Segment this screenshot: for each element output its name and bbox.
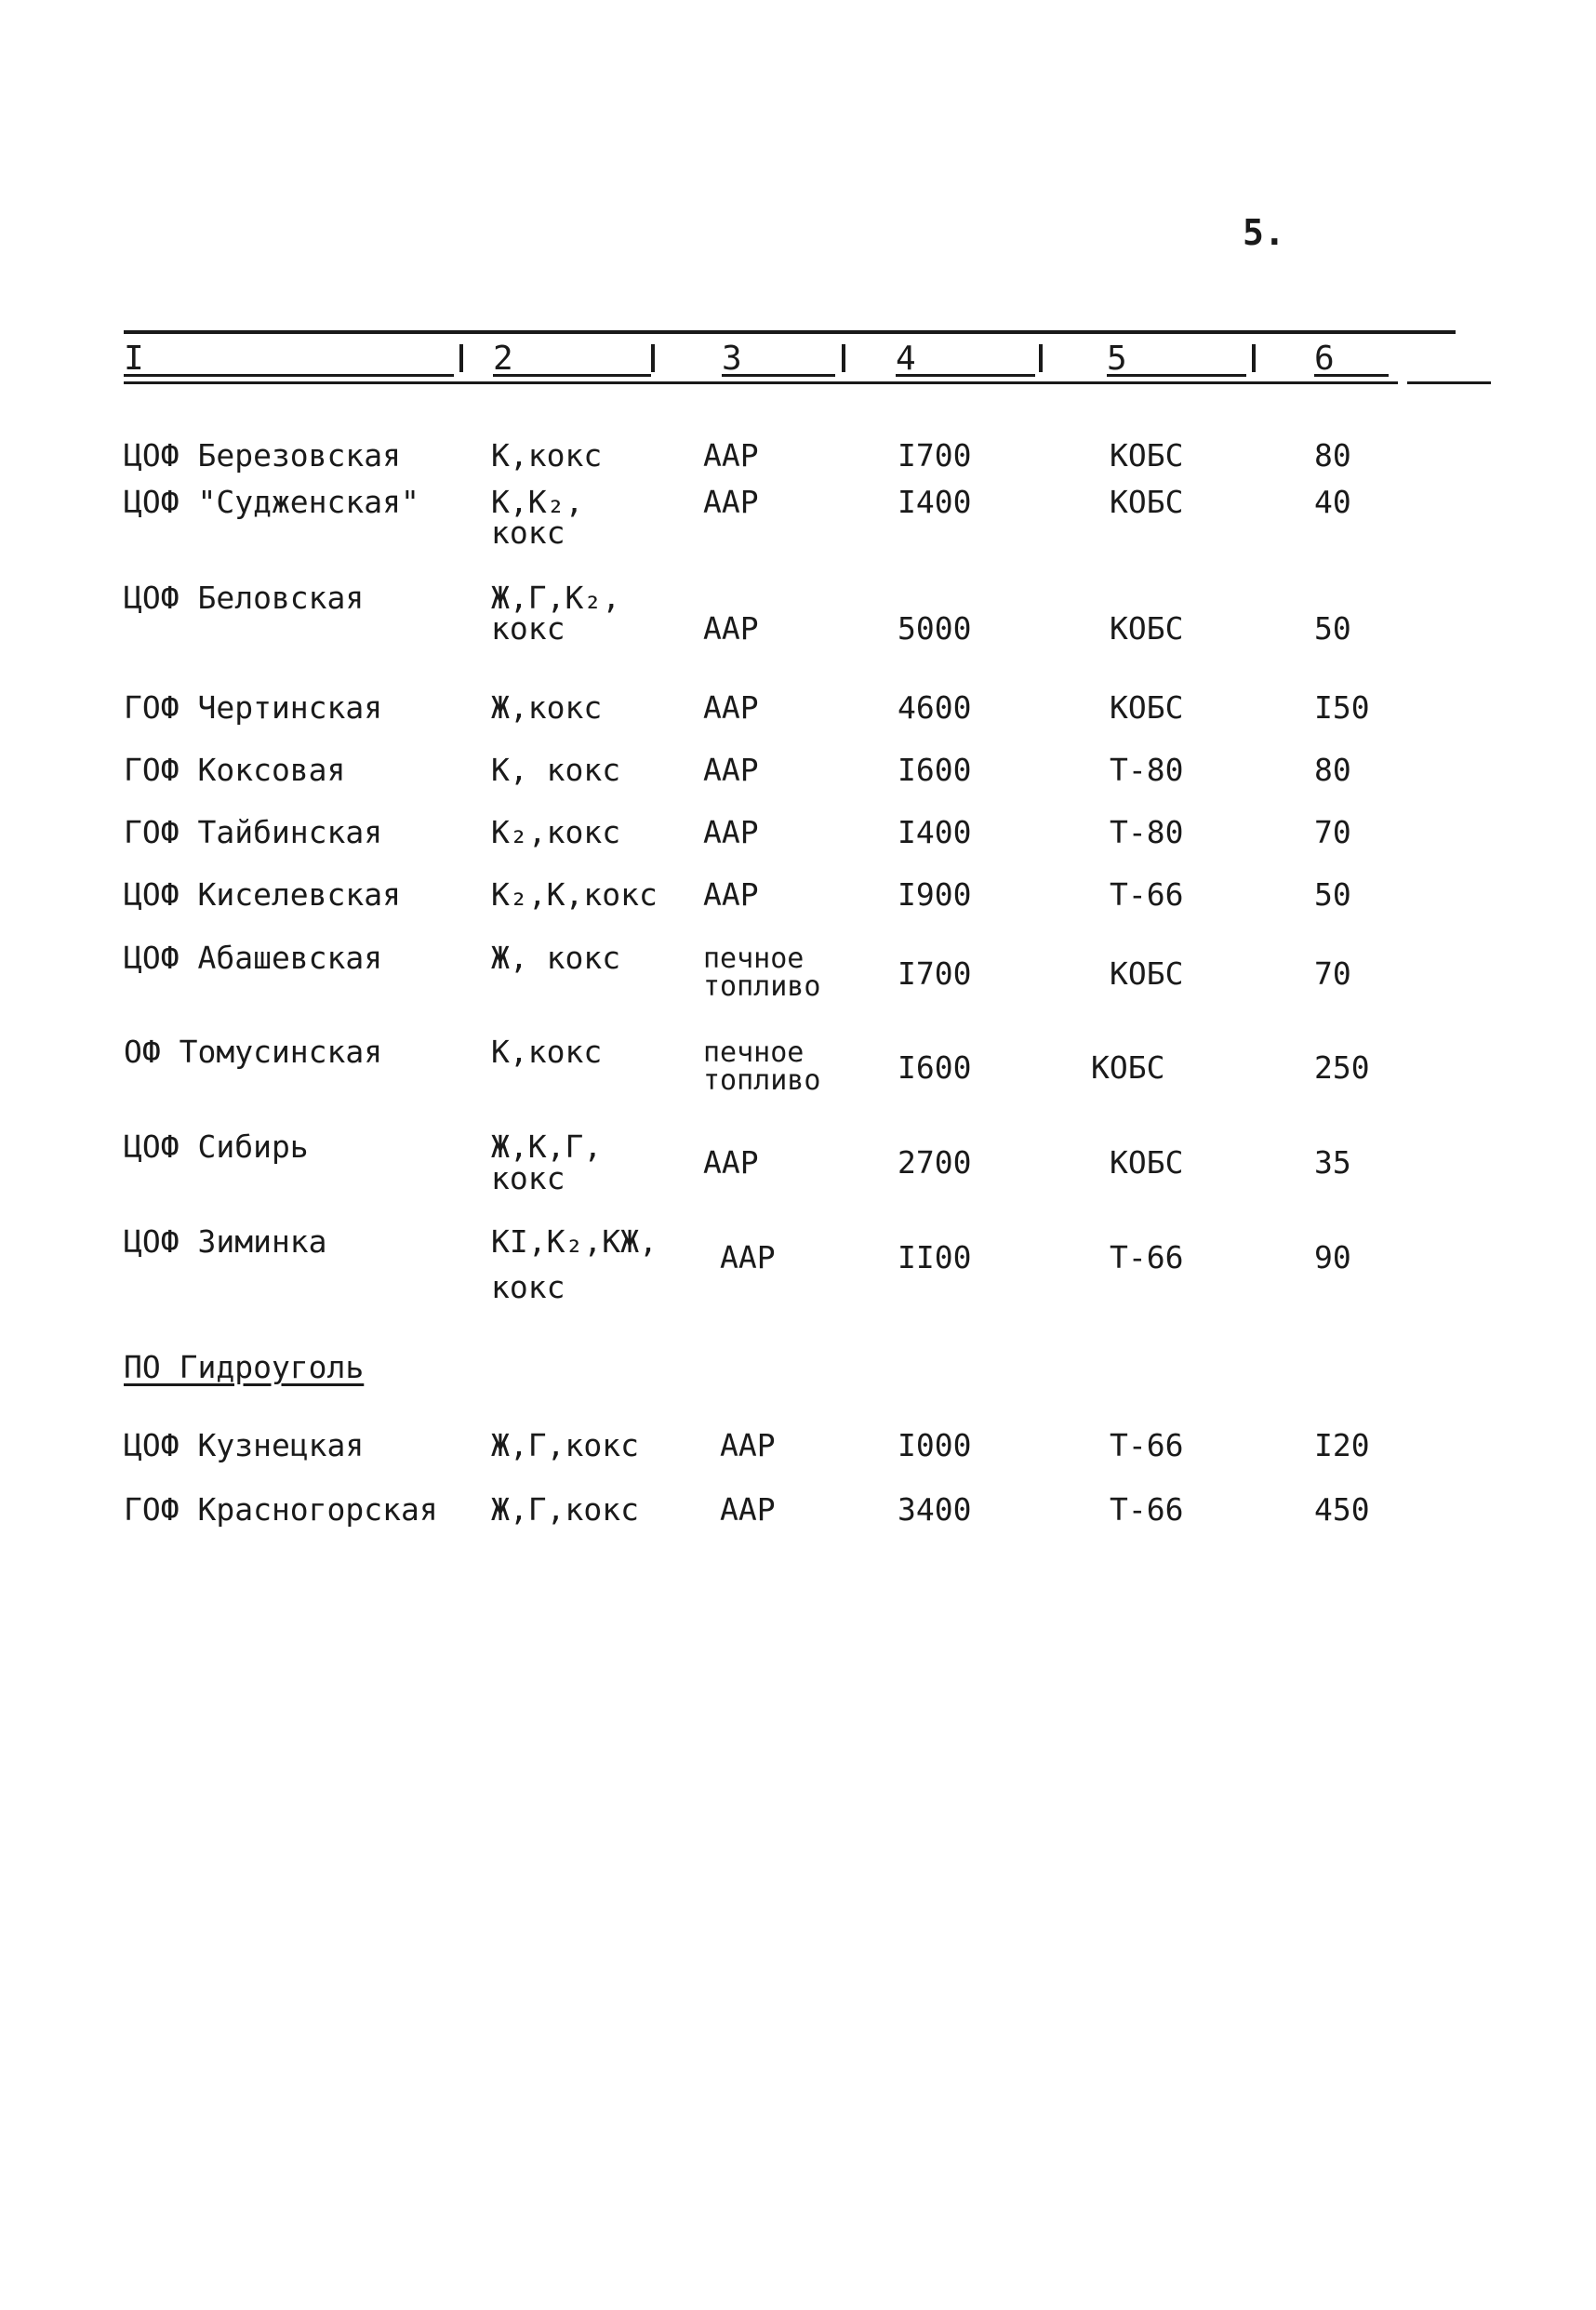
filter-type: КОБС: [1110, 955, 1184, 992]
column-header-1: I: [124, 340, 454, 377]
filter-type: Т-66: [1110, 1491, 1184, 1528]
column-separator: [1039, 344, 1043, 372]
filter-type: КОБС: [1091, 1049, 1165, 1086]
coal-grade: Ж,К,Г,: [491, 1128, 603, 1165]
coal-grade: КI,К₂,КЖ,: [491, 1223, 658, 1260]
coal-grade: К₂,К,кокс: [491, 876, 658, 913]
reagent: ААР: [703, 484, 759, 520]
plant-name: ЦОФ Абашевская: [124, 940, 383, 976]
column-header-6: 6: [1314, 340, 1389, 377]
coal-grade-cont: кокс: [491, 1160, 565, 1196]
column-separator: [842, 344, 845, 372]
filter-type: КОБС: [1110, 610, 1184, 647]
reagent: ААР: [703, 1144, 759, 1181]
filter-type: Т-66: [1110, 1427, 1184, 1463]
value: 90: [1314, 1239, 1351, 1275]
plant-name: ЦОФ "Судженская": [124, 484, 419, 520]
capacity: I900: [898, 876, 972, 913]
value: I50: [1314, 689, 1370, 726]
column-header-2: 2: [493, 340, 651, 377]
filter-type: Т-66: [1110, 1239, 1184, 1275]
reagent: ААР: [720, 1239, 776, 1275]
coal-grade: К,К₂,: [491, 484, 584, 520]
filter-type: Т-80: [1110, 752, 1184, 788]
value: 250: [1314, 1049, 1370, 1086]
coal-grade: Ж,Г,К₂,: [491, 580, 621, 616]
reagent: ААР: [703, 752, 759, 788]
capacity: I000: [898, 1427, 972, 1463]
capacity: 3400: [898, 1491, 972, 1528]
capacity: II00: [898, 1239, 972, 1275]
reagent-cont: топливо: [703, 1064, 821, 1097]
table-top-rule: [124, 330, 1456, 334]
coal-grade: Ж,Г,кокс: [491, 1427, 639, 1463]
reagent: ААР: [703, 814, 759, 850]
coal-grade-cont: кокс: [491, 514, 565, 551]
coal-grade: Ж,Г,кокс: [491, 1491, 639, 1528]
capacity: I400: [898, 484, 972, 520]
coal-grade: Ж,кокс: [491, 689, 603, 726]
value: 80: [1314, 752, 1351, 788]
coal-grade: К₂,кокс: [491, 814, 621, 850]
reagent: ААР: [703, 437, 759, 474]
value: 70: [1314, 955, 1351, 992]
plant-name: ГОФ Красногорская: [124, 1491, 438, 1528]
filter-type: Т-80: [1110, 814, 1184, 850]
plant-name: ГОФ Чертинская: [124, 689, 383, 726]
section-title: ПО Гидроуголь: [124, 1349, 365, 1385]
reagent-cont: топливо: [703, 970, 821, 1003]
column-separator: [459, 344, 463, 372]
plant-name: ЦОФ Сибирь: [124, 1128, 309, 1165]
coal-grade: Ж, кокс: [491, 940, 621, 976]
capacity: 4600: [898, 689, 972, 726]
coal-grade: К,кокс: [491, 437, 603, 474]
coal-grade-cont: кокс: [491, 610, 565, 647]
column-header-5: 5: [1107, 340, 1246, 377]
filter-type: КОБС: [1110, 484, 1184, 520]
reagent: ААР: [720, 1427, 776, 1463]
capacity: I600: [898, 752, 972, 788]
capacity: 5000: [898, 610, 972, 647]
value: 80: [1314, 437, 1351, 474]
table-header-rule-tail: [1407, 381, 1491, 384]
filter-type: КОБС: [1110, 689, 1184, 726]
filter-type: КОБС: [1110, 437, 1184, 474]
capacity: I700: [898, 437, 972, 474]
plant-name: ГОФ Коксовая: [124, 752, 346, 788]
filter-type: Т-66: [1110, 876, 1184, 913]
coal-grade-cont: кокс: [491, 1269, 565, 1305]
plant-name: ЦОФ Кузнецкая: [124, 1427, 365, 1463]
capacity: 2700: [898, 1144, 972, 1181]
plant-name: ОФ Томусинская: [124, 1034, 383, 1070]
coal-grade: К, кокс: [491, 752, 621, 788]
column-separator: [1252, 344, 1256, 372]
capacity: I700: [898, 955, 972, 992]
reagent: ААР: [703, 876, 759, 913]
reagent: печное: [703, 942, 805, 975]
reagent: ААР: [720, 1491, 776, 1528]
value: 450: [1314, 1491, 1370, 1528]
page-number: 5.: [1243, 212, 1285, 253]
column-header-4: 4: [896, 340, 1035, 377]
plant-name: ЦОФ Киселевская: [124, 876, 402, 913]
value: 70: [1314, 814, 1351, 850]
reagent: ААР: [703, 610, 759, 647]
value: 40: [1314, 484, 1351, 520]
column-separator: [651, 344, 655, 372]
plant-name: ЦОФ Березовская: [124, 437, 402, 474]
plant-name: ГОФ Тайбинская: [124, 814, 383, 850]
filter-type: КОБС: [1110, 1144, 1184, 1181]
reagent: печное: [703, 1036, 805, 1069]
reagent: ААР: [703, 689, 759, 726]
coal-grade: К,кокс: [491, 1034, 603, 1070]
column-header-3: 3: [722, 340, 835, 377]
value: I20: [1314, 1427, 1370, 1463]
value: 50: [1314, 610, 1351, 647]
value: 50: [1314, 876, 1351, 913]
plant-name: ЦОФ Беловская: [124, 580, 365, 616]
plant-name: ЦОФ Зиминка: [124, 1223, 327, 1260]
capacity: I600: [898, 1049, 972, 1086]
value: 35: [1314, 1144, 1351, 1181]
capacity: I400: [898, 814, 972, 850]
table-header-rule: [124, 381, 1398, 384]
